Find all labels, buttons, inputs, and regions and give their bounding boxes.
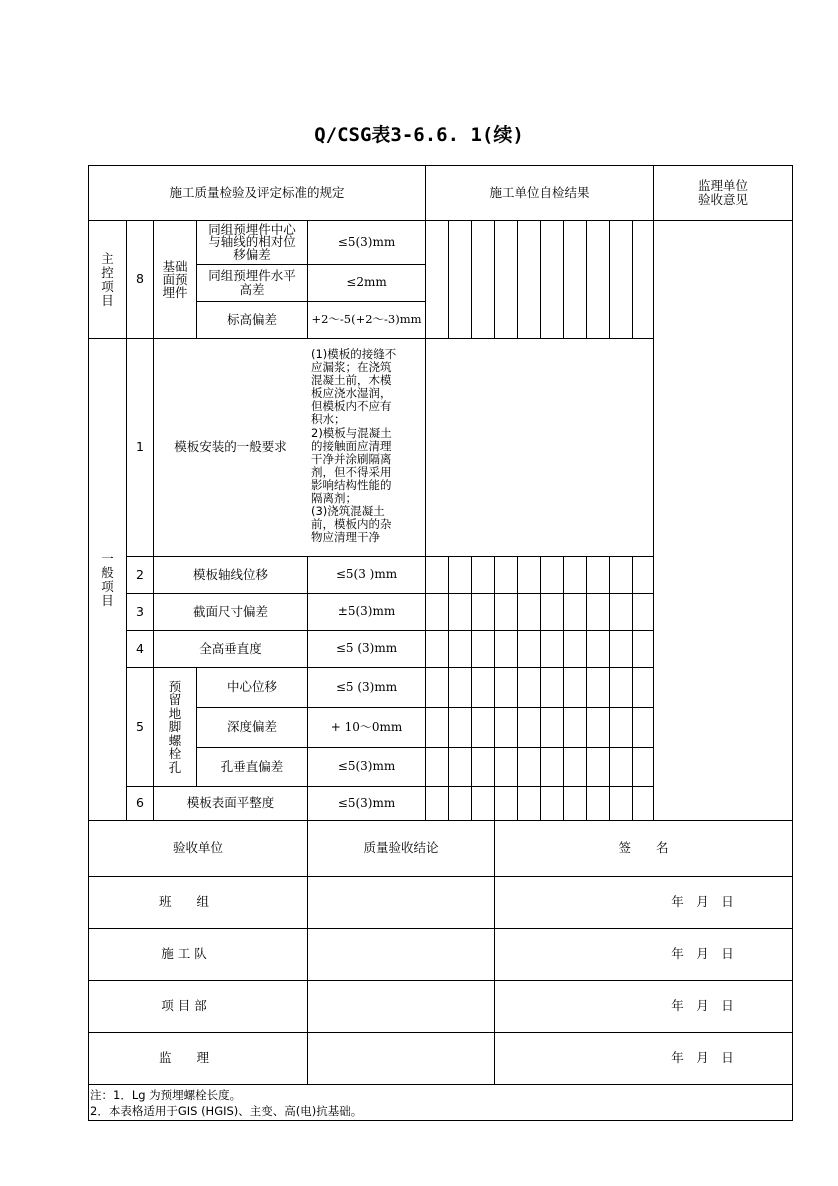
criterion-standard: ≤2mm xyxy=(346,275,387,290)
grid-line xyxy=(448,556,449,821)
criterion-name: 模板表面平整度 xyxy=(186,795,275,811)
grid-line xyxy=(88,1084,793,1085)
criterion-name: 标高偏差 xyxy=(226,311,277,327)
grid-line xyxy=(586,220,587,339)
acceptance-unit: 项 目 部 xyxy=(161,998,207,1014)
criterion-name: 全高垂直度 xyxy=(199,640,262,656)
grid-line xyxy=(653,165,654,821)
self-check-header: 施工单位自检结果 xyxy=(489,184,590,200)
grid-line xyxy=(632,220,633,339)
grid-line xyxy=(540,220,541,339)
criterion-name: 同组预埋件中心 与轴线的相对位 移偏差 xyxy=(208,221,296,262)
criterion-name: 同组预埋件水平 高差 xyxy=(208,268,296,297)
grid-line xyxy=(563,556,564,821)
item-number: 3 xyxy=(136,603,144,619)
date-field[interactable]: 年 月 日 xyxy=(671,894,734,910)
grid-line xyxy=(563,220,564,339)
item-number: 2 xyxy=(136,566,144,582)
grid-line xyxy=(517,556,518,821)
criterion-standard: +2～-5(+2～-3)mm xyxy=(311,312,422,327)
acceptance-unit: 施 工 队 xyxy=(161,946,207,962)
item-number: 5 xyxy=(136,718,144,734)
criterion-name: 孔垂直偏差 xyxy=(220,758,284,774)
criterion-standard: ≤5(3)mm xyxy=(337,759,396,774)
criterion-name: 深度偏差 xyxy=(226,719,277,735)
criterion-standard: ≤5 (3)mm xyxy=(335,641,398,656)
grid-line xyxy=(632,556,633,821)
footnote: 2．本表格适用于GIS (HGIS)、主变、高(电)抗基础。 xyxy=(90,1104,363,1118)
footnote: 注：1．Lg 为预埋螺栓长度。 xyxy=(90,1088,242,1102)
criterion-standard: ≤5 (3)mm xyxy=(335,679,398,694)
criterion-name: 模板轴线位移 xyxy=(192,566,268,582)
grid-line xyxy=(609,556,610,821)
general-items-label: 一 般 项 目 xyxy=(101,550,114,608)
grid-line xyxy=(494,556,495,821)
acceptance-unit-header: 验收单位 xyxy=(172,840,223,856)
date-field[interactable]: 年 月 日 xyxy=(671,998,734,1014)
criterion-name: 模板安装的一般要求 xyxy=(174,439,287,455)
criterion-standard: + 10～0mm xyxy=(330,719,403,734)
grid-line xyxy=(88,1120,793,1121)
grid-line xyxy=(609,220,610,339)
quality-conclusion-header: 质量验收结论 xyxy=(363,840,439,856)
item-number: 4 xyxy=(136,640,144,656)
date-field[interactable]: 年 月 日 xyxy=(671,1050,734,1066)
date-field[interactable]: 年 月 日 xyxy=(671,946,734,962)
supervision-header: 监理单位 验收意见 xyxy=(697,177,748,207)
criterion-name: 截面尺寸偏差 xyxy=(192,603,268,619)
formwork-requirements: (1)模板的接缝不 应漏浆；在浇筑 混凝土前，木模 板应浇水湿润， 但模板内不应有 积水； 2)模板与混凝土 的接触面应清理 干净并涂刷隔离 剂，但不得采用 影响结构性能的 隔离剂； (3)浇筑混凝土 前，模板内的杂 物应清理干净 xyxy=(311,347,397,545)
grid-line xyxy=(792,165,793,1121)
grid-line xyxy=(448,220,449,339)
item-number: 1 xyxy=(136,439,144,455)
item-number: 6 xyxy=(136,795,144,811)
signature-header: 签 名 xyxy=(618,840,669,856)
grid-line xyxy=(517,220,518,339)
grid-line xyxy=(540,556,541,821)
acceptance-unit: 监 理 xyxy=(158,1050,209,1066)
criterion-standard: ±5(3)mm xyxy=(337,604,396,619)
acceptance-unit: 班 组 xyxy=(158,894,209,910)
grid-line xyxy=(471,556,472,821)
criterion-standard: ≤5(3)mm xyxy=(337,234,396,249)
grid-line xyxy=(494,220,495,339)
form-title: Q/CSG表3-6.6. 1(续) xyxy=(314,124,524,146)
criterion-standard: ≤5(3 )mm xyxy=(335,567,398,582)
embedded-parts-group-label: 基础 面预 埋件 xyxy=(162,259,188,300)
item-number: 8 xyxy=(136,271,144,287)
anchor-bolt-hole-group-label: 预 留 地 脚 螺 栓 孔 xyxy=(168,678,182,775)
criterion-name: 中心位移 xyxy=(226,679,277,695)
criterion-standard: ≤5(3)mm xyxy=(337,795,396,810)
grid-line xyxy=(471,220,472,339)
grid-line xyxy=(586,556,587,821)
spec-header: 施工质量检验及评定标准的规定 xyxy=(169,184,345,200)
main-control-label: 主 控 项 目 xyxy=(101,250,114,308)
